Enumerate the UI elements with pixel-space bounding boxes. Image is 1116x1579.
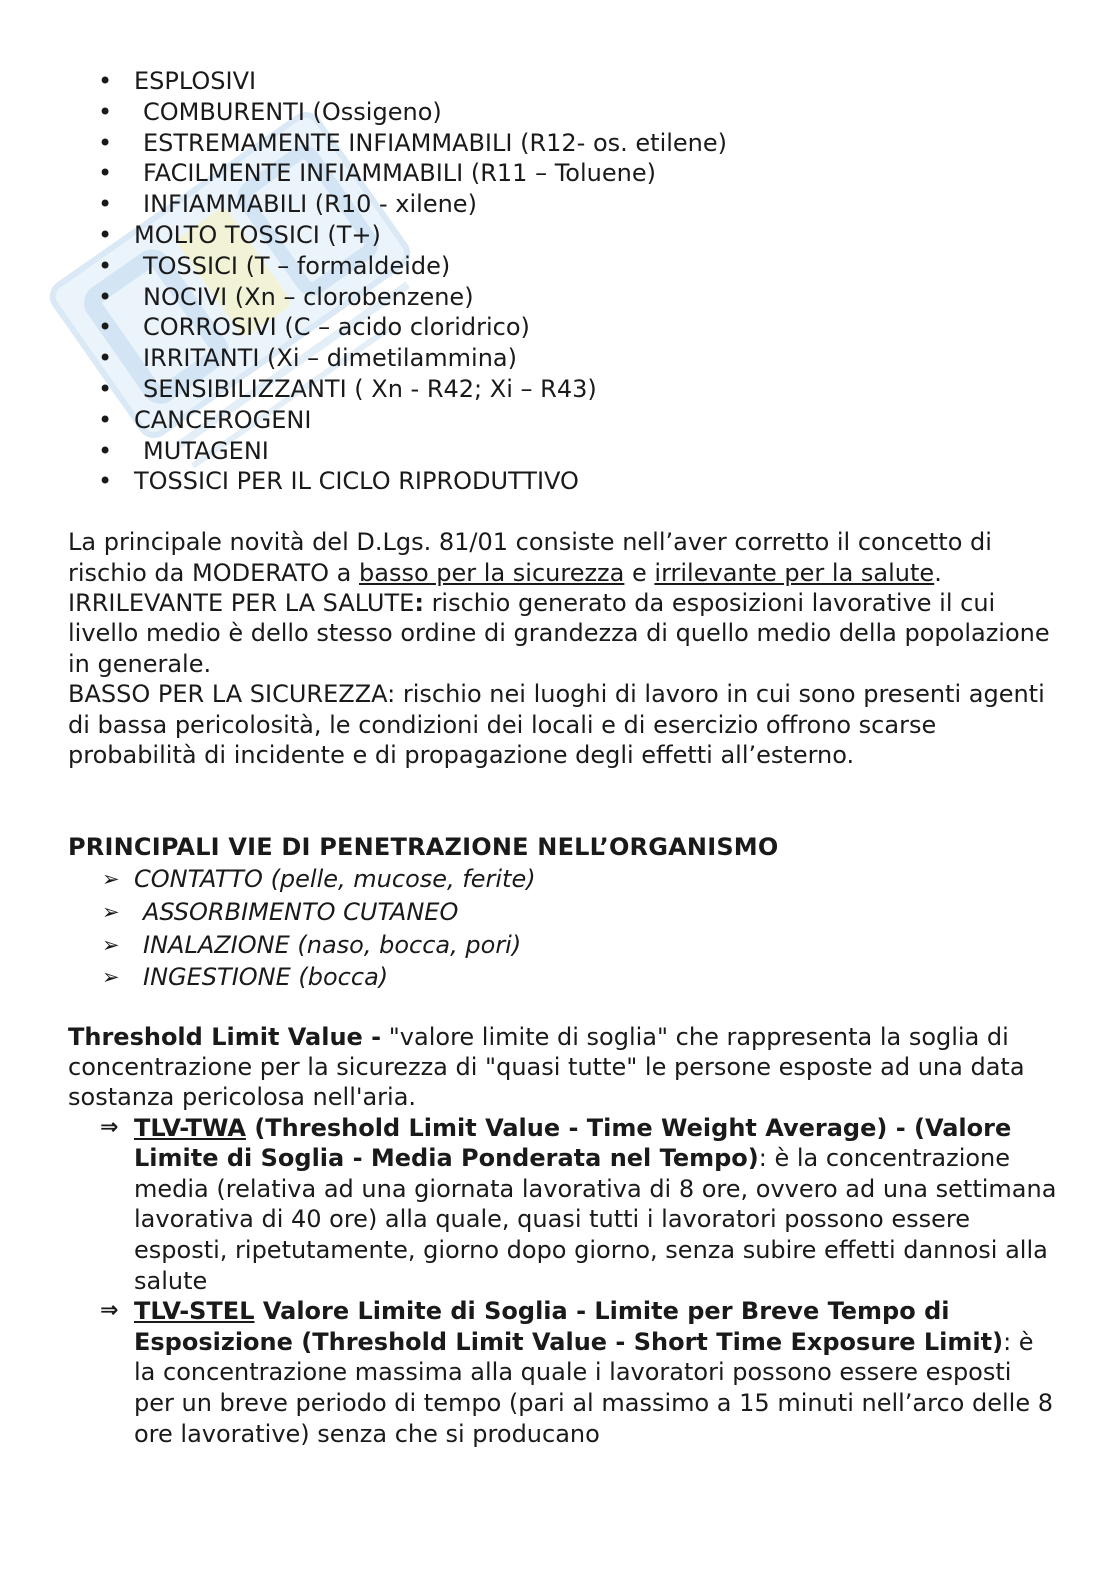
hazard-label: SENSIBILIZZANTI ( Xn - R42; Xi – R43)	[143, 374, 597, 403]
bullet-icon: •	[98, 467, 113, 496]
hazard-list-item	[68, 128, 1058, 159]
route-label: ASSORBIMENTO CUTANEO	[143, 898, 459, 926]
bullet-icon: •	[98, 97, 113, 126]
bullet-icon: •	[98, 313, 113, 342]
paragraph-risk-concept	[68, 527, 1058, 588]
tlv-item-title	[134, 1297, 1003, 1356]
tlv-full-name: (Threshold Limit Value - Time Weight Average) - (Valore Limite di Soglia - Media Ponderata nel Tempo)	[134, 1113, 1012, 1173]
term-basso: BASSO PER LA SICUREZZA:	[68, 680, 396, 709]
hazard-list-item	[68, 312, 1058, 343]
route-label: INGESTIONE (bocca)	[143, 963, 389, 992]
tlv-item	[68, 1113, 1058, 1297]
double-arrow-bullet-icon: ⇒	[100, 1298, 119, 1324]
hazard-list-item	[68, 436, 1058, 467]
hazard-list	[68, 66, 1058, 497]
hazard-list-item	[68, 343, 1058, 374]
hazard-label: MOLTO TOSSICI (T+)	[134, 220, 381, 249]
hazard-list-item	[68, 97, 1058, 128]
routes-heading: PRINCIPALI VIE DI PENETRAZIONE NELL’ORGANISMO	[68, 833, 779, 862]
hazard-list-item	[68, 374, 1058, 405]
tlv-acronym: TLV-STEL	[134, 1297, 255, 1326]
bullet-icon: •	[98, 282, 113, 311]
definition-basso: rischio nei luoghi di lavoro in cui sono presenti agenti di bassa pericolosità, le condizioni dei locali e di esercizio offrono scarse probabilità di incidente e di propagazione degli effetti all’esterno.	[68, 680, 1045, 769]
document-content	[68, 66, 1058, 1449]
hazard-list-item	[68, 220, 1058, 251]
hazard-label: ESTREMAMENTE INFIAMMABILI (R12- os. etilene)	[143, 128, 728, 157]
route-list-item	[68, 863, 1058, 896]
bullet-icon: •	[98, 190, 113, 219]
hazard-list-item	[68, 66, 1058, 97]
tlv-full-name: Valore Limite di Soglia - Limite per Breve Tempo di Esposizione (Threshold Limit Value - Short Time Exposure Limit)	[134, 1297, 1004, 1356]
term-irrilevante-colon: :	[414, 588, 424, 617]
paragraph-basso	[68, 679, 1058, 770]
hazard-list-item	[68, 158, 1058, 189]
hazard-label: ESPLOSIVI	[134, 67, 257, 95]
bullet-icon: •	[98, 374, 113, 403]
route-list-item	[68, 929, 1058, 962]
hazard-label: COMBURENTI (Ossigeno)	[143, 97, 442, 126]
route-label: CONTATTO (pelle, mucose, ferite)	[134, 865, 536, 894]
paragraph-risk-concept-middle: e	[624, 558, 655, 587]
hazard-label: NOCIVI (Xn – clorobenzene)	[143, 282, 474, 311]
arrowhead-bullet-icon: ➢	[102, 867, 120, 892]
definition-irrilevante: rischio generato da esposizioni lavorative il cui livello medio è dello stesso ordine di grandezza di quello medio della popolazione in generale.	[68, 588, 1050, 678]
bullet-icon: •	[98, 436, 113, 465]
arrowhead-bullet-icon: ➢	[102, 932, 120, 957]
route-list-item	[68, 896, 1058, 929]
tlv-definition: : è la concentrazione media (relativa ad una giornata lavorativa di 8 ore, ovvero ad una settimana lavorativa di 40 ore) alla quale, quasi tutti i lavoratori possono essere esposti, ripetutamente, giorno dopo giorno, senza subire effetti dannosi alla salute	[134, 1144, 1057, 1295]
tlv-definition: : è la concentrazione massima alla quale i lavoratori possono essere esposti per un breve periodo di tempo (pari al massimo a 15 minuti nell’arco delle 8 ore lavorative) senza che si producano	[134, 1327, 1053, 1448]
paragraph-risk-concept-prefix: La principale novità del D.Lgs. 81/01 consiste nell’aver corretto il concetto di rischio da MODERATO a	[68, 528, 992, 587]
double-arrow-bullet-icon: ⇒	[100, 1114, 119, 1140]
bullet-icon: •	[98, 251, 113, 280]
arrowhead-bullet-icon: ➢	[102, 900, 120, 924]
hazard-label: IRRITANTI (Xi – dimetilammina)	[143, 344, 517, 373]
hazard-label: CORROSIVI (C – acido cloridrico)	[143, 313, 530, 342]
hazard-label: MUTAGENI	[143, 436, 269, 465]
bullet-icon: •	[98, 405, 113, 434]
tlv-intro-term: Threshold Limit Value -	[68, 1022, 382, 1051]
hazard-list-item	[68, 466, 1058, 497]
hazard-list-item	[68, 189, 1058, 220]
bullet-icon: •	[98, 220, 113, 249]
hazard-list-item	[68, 405, 1058, 436]
route-list-item	[68, 961, 1058, 994]
term-irrilevante: IRRILEVANTE PER LA SALUTE	[68, 588, 415, 617]
hazard-label: INFIAMMABILI (R10 - xilene)	[143, 190, 477, 219]
hazard-label: FACILMENTE INFIAMMABILI (R11 – Toluene)	[143, 159, 656, 188]
route-label: INALAZIONE (naso, bocca, pori)	[143, 930, 522, 959]
bullet-icon: •	[98, 128, 113, 157]
hazard-list-item	[68, 282, 1058, 313]
underlined-irrilevante-salute: irrilevante per la salute	[654, 558, 935, 587]
tlv-list	[68, 1113, 1058, 1450]
underlined-basso-sicurezza: basso per la sicurezza	[359, 558, 625, 587]
hazard-label: TOSSICI (T – formaldeide)	[143, 251, 451, 280]
hazard-label: CANCEROGENI	[134, 405, 312, 434]
routes-list	[68, 863, 1058, 993]
paragraph-irrilevante	[68, 588, 1058, 679]
paragraph-risk-concept-suffix: .	[934, 558, 942, 587]
bullet-icon: •	[98, 159, 113, 188]
tlv-intro	[68, 1022, 1058, 1113]
tlv-item	[68, 1296, 1058, 1449]
tlv-intro-text: "valore limite di soglia" che rappresenta la soglia di concentrazione per la sicurezza di "quasi tutte" le persone esposte ad una data sostanza pericolosa nell'aria.	[68, 1022, 1025, 1112]
arrowhead-bullet-icon: ➢	[102, 965, 120, 990]
hazard-list-item	[68, 251, 1058, 282]
bullet-icon: •	[98, 344, 113, 373]
hazard-label: TOSSICI PER IL CICLO RIPRODUTTIVO	[134, 467, 579, 496]
bullet-icon: •	[98, 67, 113, 95]
tlv-acronym: TLV-TWA	[134, 1113, 246, 1142]
